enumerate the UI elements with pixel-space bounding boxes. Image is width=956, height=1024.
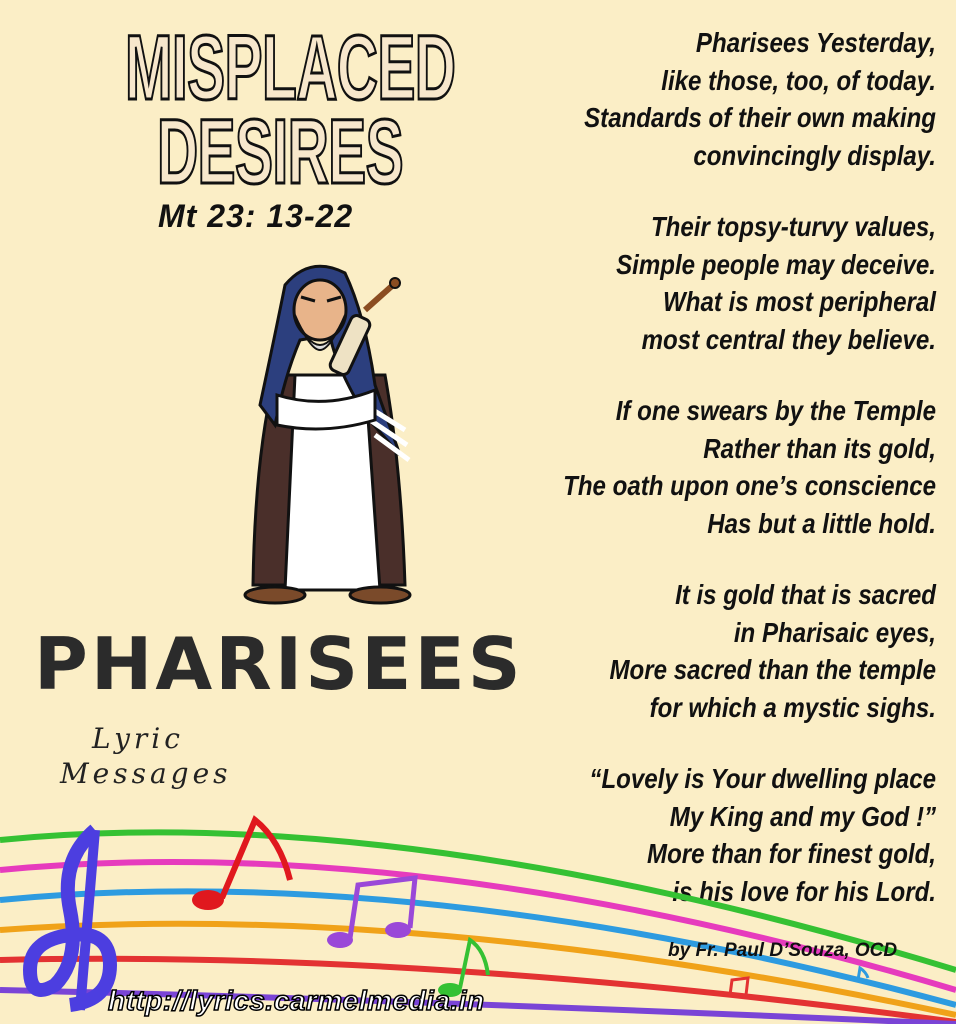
poem-line: Pharisees Yesterday, (695, 27, 936, 58)
poem-line: Standards of their own making (584, 102, 936, 133)
poem-line: convincingly display. (693, 139, 936, 171)
poem-line: Rather than its gold, (703, 432, 936, 464)
poem-line: like those, too, of today. (661, 64, 936, 96)
scripture-reference: Mt 23: 13-22 (158, 198, 354, 234)
title-line-2: DESIRES (156, 101, 404, 203)
poem-line: It is gold that is sacred (675, 579, 936, 610)
brand-line-1: Lyric (92, 722, 184, 755)
poem-line: Has but a little hold. (707, 507, 936, 539)
poem-line: Their topsy-turvy values, (650, 211, 936, 242)
stanza (416, 24, 936, 174)
poem-line: is his love for his Lord. (672, 875, 936, 907)
brand-line-2: Messages (60, 757, 232, 790)
poem-line: My King and my God !” (669, 800, 936, 832)
title-line-1: MISPLACED (125, 17, 456, 119)
poem-line: More than for finest gold, (647, 838, 936, 869)
poem-line: More sacred than the temple (609, 654, 936, 685)
poem-line: most central they believe. (641, 323, 936, 355)
figure-caption: PHARISEES (34, 622, 524, 706)
poem-line: for which a mystic sighs. (649, 691, 936, 723)
poem-line: The oath upon one’s conscience (563, 470, 936, 501)
stanza (416, 208, 936, 358)
poem-line: in Pharisaic eyes, (733, 616, 936, 648)
poem-line: What is most peripheral (663, 286, 936, 317)
website-link[interactable]: http://lyrics.carmelmedia.in (108, 985, 485, 1016)
stanza (416, 392, 936, 542)
poem-line: Simple people may deceive. (616, 248, 936, 280)
poem-line: If one swears by the Temple (615, 395, 936, 426)
poem-line: “Lovely is Your dwelling place (589, 763, 936, 794)
author-credit: by Fr. Paul D’Souza, OCD (668, 940, 898, 961)
stanza (416, 576, 936, 726)
